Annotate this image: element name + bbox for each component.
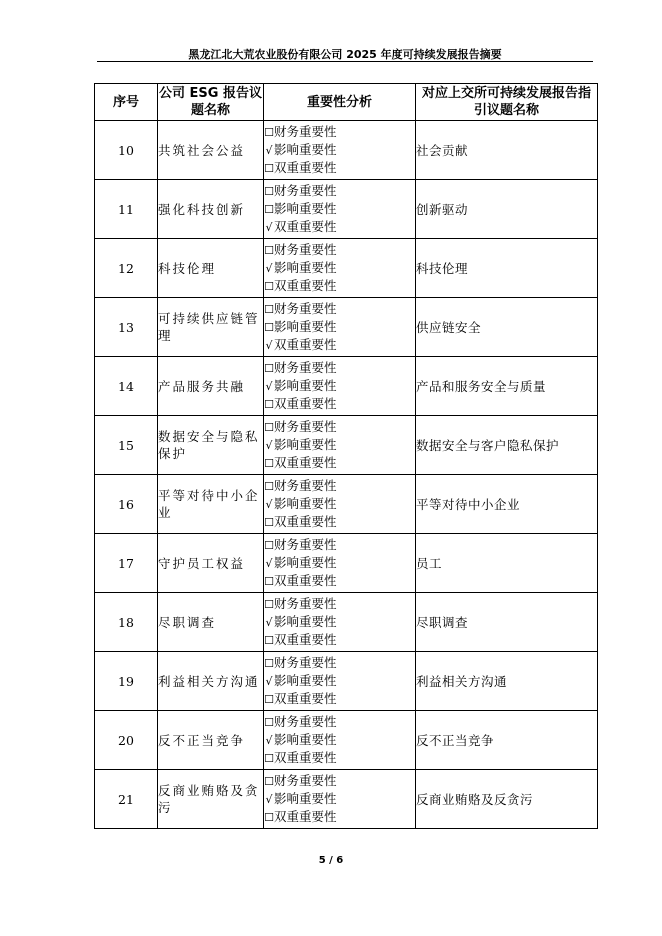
empty-checkbox-icon: ☐ bbox=[264, 203, 274, 216]
materiality-option-label: 财务重要性 bbox=[274, 183, 337, 198]
empty-checkbox-icon: ☐ bbox=[264, 457, 274, 470]
empty-checkbox-icon: ☐ bbox=[264, 480, 274, 493]
materiality-analysis bbox=[264, 239, 416, 298]
empty-checkbox-icon: ☐ bbox=[264, 516, 274, 529]
materiality-option-label: 双重重要性 bbox=[274, 219, 337, 234]
materiality-option-label: 双重重要性 bbox=[274, 573, 337, 588]
table-row bbox=[95, 770, 598, 829]
materiality-option bbox=[264, 418, 415, 436]
checkmark-icon: √ bbox=[265, 675, 273, 688]
column-header-sse-topic: 对应上交所可持续发展报告指引议题名称 bbox=[416, 84, 598, 121]
materiality-option bbox=[264, 336, 415, 354]
materiality-option bbox=[264, 377, 415, 395]
checkmark-icon: √ bbox=[265, 380, 273, 393]
materiality-option bbox=[264, 595, 415, 613]
materiality-option-label: 财务重要性 bbox=[274, 478, 337, 493]
materiality-option-label: 影响重要性 bbox=[274, 142, 337, 157]
column-header-materiality: 重要性分析 bbox=[264, 84, 416, 121]
materiality-option bbox=[264, 141, 415, 159]
materiality-option bbox=[264, 513, 415, 531]
materiality-option bbox=[264, 690, 415, 708]
row-number: 21 bbox=[95, 770, 158, 829]
sse-guideline-topic: 员工 bbox=[416, 534, 598, 593]
materiality-option bbox=[264, 477, 415, 495]
materiality-option bbox=[264, 318, 415, 336]
page-number: 5 / 6 bbox=[318, 855, 344, 866]
row-number: 17 bbox=[95, 534, 158, 593]
empty-checkbox-icon: ☐ bbox=[264, 575, 274, 588]
sse-guideline-topic: 数据安全与客户隐私保护 bbox=[416, 416, 598, 475]
materiality-option-label: 双重重要性 bbox=[274, 809, 337, 824]
materiality-option bbox=[264, 572, 415, 590]
materiality-option-label: 双重重要性 bbox=[274, 278, 337, 293]
empty-checkbox-icon: ☐ bbox=[264, 398, 274, 411]
row-number: 14 bbox=[95, 357, 158, 416]
materiality-option-label: 双重重要性 bbox=[274, 691, 337, 706]
materiality-option bbox=[264, 159, 415, 177]
row-number: 11 bbox=[95, 180, 158, 239]
empty-checkbox-icon: ☐ bbox=[264, 811, 274, 824]
materiality-option bbox=[264, 200, 415, 218]
row-number: 15 bbox=[95, 416, 158, 475]
sse-guideline-topic: 社会贡献 bbox=[416, 121, 598, 180]
esg-topic-name: 科技伦理 bbox=[158, 239, 264, 298]
row-number: 18 bbox=[95, 593, 158, 652]
esg-topic-name: 平等对待中小企业 bbox=[158, 475, 264, 534]
sse-guideline-topic: 尽职调查 bbox=[416, 593, 598, 652]
esg-topic-name: 数据安全与隐私保护 bbox=[158, 416, 264, 475]
materiality-option-label: 财务重要性 bbox=[274, 124, 337, 139]
materiality-option bbox=[264, 808, 415, 826]
sse-guideline-topic: 供应链安全 bbox=[416, 298, 598, 357]
empty-checkbox-icon: ☐ bbox=[264, 775, 274, 788]
materiality-analysis bbox=[264, 593, 416, 652]
esg-topic-name: 反商业贿赂及贪污 bbox=[158, 770, 264, 829]
materiality-option bbox=[264, 536, 415, 554]
materiality-option-label: 影响重要性 bbox=[274, 791, 337, 806]
empty-checkbox-icon: ☐ bbox=[264, 634, 274, 647]
esg-topic-table bbox=[94, 83, 598, 829]
sse-guideline-topic: 反商业贿赂及反贪污 bbox=[416, 770, 598, 829]
table-row bbox=[95, 239, 598, 298]
materiality-option bbox=[264, 554, 415, 572]
esg-topic-name: 反不正当竞争 bbox=[158, 711, 264, 770]
materiality-option-label: 双重重要性 bbox=[274, 514, 337, 529]
materiality-option bbox=[264, 654, 415, 672]
esg-topic-name: 守护员工权益 bbox=[158, 534, 264, 593]
materiality-option-label: 影响重要性 bbox=[274, 555, 337, 570]
table-row bbox=[95, 357, 598, 416]
materiality-analysis bbox=[264, 180, 416, 239]
empty-checkbox-icon: ☐ bbox=[264, 657, 274, 670]
materiality-option-label: 财务重要性 bbox=[274, 242, 337, 257]
empty-checkbox-icon: ☐ bbox=[264, 126, 274, 139]
empty-checkbox-icon: ☐ bbox=[264, 280, 274, 293]
materiality-analysis bbox=[264, 121, 416, 180]
esg-topic-name: 共筑社会公益 bbox=[158, 121, 264, 180]
materiality-option-label: 财务重要性 bbox=[274, 773, 337, 788]
empty-checkbox-icon: ☐ bbox=[264, 244, 274, 257]
checkmark-icon: √ bbox=[265, 262, 273, 275]
checkmark-icon: √ bbox=[265, 339, 273, 352]
table-row bbox=[95, 593, 598, 652]
materiality-option bbox=[264, 613, 415, 631]
table-row bbox=[95, 711, 598, 770]
checkmark-icon: √ bbox=[265, 221, 273, 234]
empty-checkbox-icon: ☐ bbox=[264, 716, 274, 729]
table-row bbox=[95, 475, 598, 534]
materiality-analysis bbox=[264, 416, 416, 475]
esg-topic-name: 强化科技创新 bbox=[158, 180, 264, 239]
materiality-option bbox=[264, 359, 415, 377]
sse-guideline-topic: 反不正当竞争 bbox=[416, 711, 598, 770]
materiality-option-label: 影响重要性 bbox=[274, 496, 337, 511]
materiality-analysis bbox=[264, 298, 416, 357]
materiality-option-label: 双重重要性 bbox=[274, 455, 337, 470]
empty-checkbox-icon: ☐ bbox=[264, 303, 274, 316]
sse-guideline-topic: 科技伦理 bbox=[416, 239, 598, 298]
materiality-option-label: 影响重要性 bbox=[274, 614, 337, 629]
materiality-option-label: 财务重要性 bbox=[274, 596, 337, 611]
row-number: 19 bbox=[95, 652, 158, 711]
materiality-option bbox=[264, 300, 415, 318]
materiality-option bbox=[264, 772, 415, 790]
sse-guideline-topic: 利益相关方沟通 bbox=[416, 652, 598, 711]
checkmark-icon: √ bbox=[265, 734, 273, 747]
empty-checkbox-icon: ☐ bbox=[264, 539, 274, 552]
materiality-option bbox=[264, 395, 415, 413]
row-number: 13 bbox=[95, 298, 158, 357]
materiality-option bbox=[264, 436, 415, 454]
materiality-analysis bbox=[264, 652, 416, 711]
row-number: 12 bbox=[95, 239, 158, 298]
row-number: 20 bbox=[95, 711, 158, 770]
materiality-option bbox=[264, 454, 415, 472]
materiality-analysis bbox=[264, 534, 416, 593]
esg-topic-name: 利益相关方沟通 bbox=[158, 652, 264, 711]
checkmark-icon: √ bbox=[265, 498, 273, 511]
empty-checkbox-icon: ☐ bbox=[264, 693, 274, 706]
materiality-option bbox=[264, 672, 415, 690]
materiality-option bbox=[264, 495, 415, 513]
materiality-option bbox=[264, 123, 415, 141]
materiality-option-label: 影响重要性 bbox=[274, 378, 337, 393]
materiality-option bbox=[264, 731, 415, 749]
column-header-no: 序号 bbox=[95, 84, 158, 121]
materiality-analysis bbox=[264, 711, 416, 770]
materiality-option-label: 双重重要性 bbox=[274, 160, 337, 175]
table-row bbox=[95, 180, 598, 239]
materiality-option bbox=[264, 182, 415, 200]
checkmark-icon: √ bbox=[265, 557, 273, 570]
materiality-option bbox=[264, 218, 415, 236]
empty-checkbox-icon: ☐ bbox=[264, 185, 274, 198]
empty-checkbox-icon: ☐ bbox=[264, 362, 274, 375]
header-divider bbox=[97, 61, 593, 62]
column-header-topic: 公司 ESG 报告议题名称 bbox=[158, 84, 264, 121]
materiality-option bbox=[264, 241, 415, 259]
page-header: 黑龙江北大荒农业股份有限公司 2025 年度可持续发展报告摘要 bbox=[188, 48, 502, 61]
esg-topic-name: 尽职调查 bbox=[158, 593, 264, 652]
materiality-option-label: 财务重要性 bbox=[274, 360, 337, 375]
empty-checkbox-icon: ☐ bbox=[264, 421, 274, 434]
materiality-option-label: 影响重要性 bbox=[274, 260, 337, 275]
empty-checkbox-icon: ☐ bbox=[264, 162, 274, 175]
materiality-analysis bbox=[264, 357, 416, 416]
empty-checkbox-icon: ☐ bbox=[264, 598, 274, 611]
materiality-option-label: 影响重要性 bbox=[274, 319, 337, 334]
table-header-row bbox=[95, 84, 598, 121]
checkmark-icon: √ bbox=[265, 439, 273, 452]
materiality-option bbox=[264, 631, 415, 649]
row-number: 16 bbox=[95, 475, 158, 534]
checkmark-icon: √ bbox=[265, 616, 273, 629]
esg-topic-name: 产品服务共融 bbox=[158, 357, 264, 416]
materiality-option-label: 财务重要性 bbox=[274, 655, 337, 670]
materiality-analysis bbox=[264, 475, 416, 534]
table-row bbox=[95, 121, 598, 180]
materiality-option bbox=[264, 277, 415, 295]
sse-guideline-topic: 产品和服务安全与质量 bbox=[416, 357, 598, 416]
materiality-option-label: 财务重要性 bbox=[274, 301, 337, 316]
esg-topic-name: 可持续供应链管理 bbox=[158, 298, 264, 357]
materiality-option-label: 双重重要性 bbox=[274, 750, 337, 765]
materiality-option-label: 财务重要性 bbox=[274, 714, 337, 729]
checkmark-icon: √ bbox=[265, 793, 273, 806]
table-row bbox=[95, 298, 598, 357]
row-number: 10 bbox=[95, 121, 158, 180]
empty-checkbox-icon: ☐ bbox=[264, 321, 274, 334]
materiality-option bbox=[264, 749, 415, 767]
materiality-option-label: 影响重要性 bbox=[274, 673, 337, 688]
materiality-option-label: 双重重要性 bbox=[274, 337, 337, 352]
materiality-option bbox=[264, 259, 415, 277]
materiality-option-label: 财务重要性 bbox=[274, 537, 337, 552]
sse-guideline-topic: 平等对待中小企业 bbox=[416, 475, 598, 534]
materiality-analysis bbox=[264, 770, 416, 829]
materiality-option-label: 双重重要性 bbox=[274, 632, 337, 647]
table-row bbox=[95, 652, 598, 711]
materiality-option-label: 影响重要性 bbox=[274, 437, 337, 452]
table-row bbox=[95, 416, 598, 475]
materiality-option bbox=[264, 790, 415, 808]
table-row bbox=[95, 534, 598, 593]
materiality-option bbox=[264, 713, 415, 731]
checkmark-icon: √ bbox=[265, 144, 273, 157]
empty-checkbox-icon: ☐ bbox=[264, 752, 274, 765]
materiality-option-label: 影响重要性 bbox=[274, 732, 337, 747]
materiality-option-label: 影响重要性 bbox=[274, 201, 337, 216]
materiality-option-label: 双重重要性 bbox=[274, 396, 337, 411]
sse-guideline-topic: 创新驱动 bbox=[416, 180, 598, 239]
materiality-option-label: 财务重要性 bbox=[274, 419, 337, 434]
